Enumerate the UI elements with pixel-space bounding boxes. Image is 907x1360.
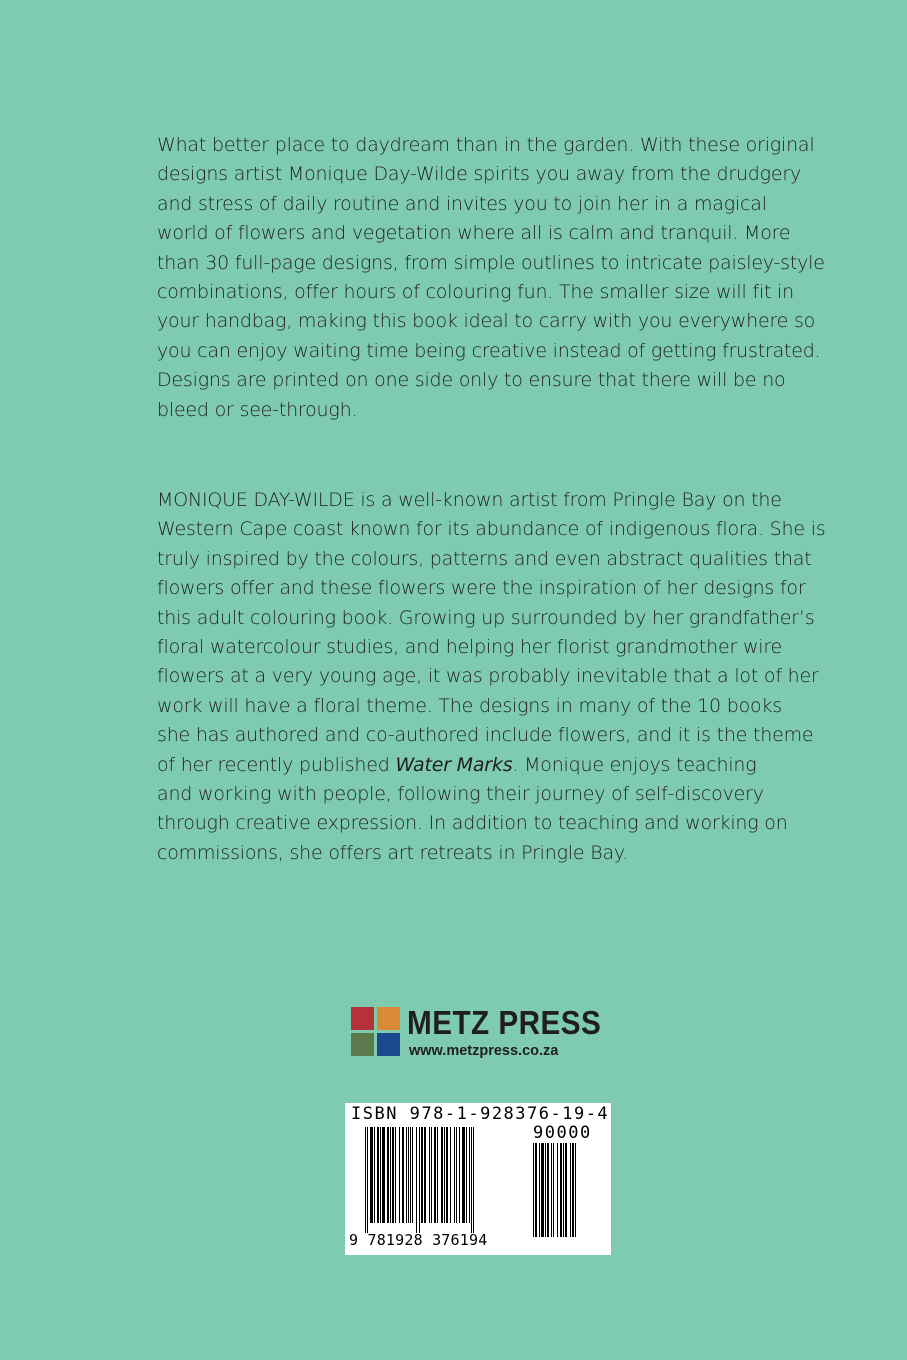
bio-line [157, 751, 817, 780]
barcode-bar [551, 1143, 552, 1237]
barcode-bar [541, 1143, 544, 1237]
barcode-bar [382, 1127, 385, 1223]
ean-digits: 9 781928 376194 [349, 1231, 488, 1249]
barcode-bar [547, 1143, 549, 1237]
barcode-bar [535, 1143, 537, 1237]
barcode-bar [431, 1127, 432, 1223]
barcode-bar [473, 1127, 474, 1233]
blurb-line: Designs are printed on one side only to ensure that there will be no [157, 369, 786, 392]
blurb-paragraph [157, 131, 825, 425]
bio-line: work will have a floral theme. The designs in many of the 10 books [157, 694, 782, 717]
barcode-bar [560, 1143, 562, 1237]
barcode-bar [434, 1127, 436, 1223]
barcode-bar [402, 1127, 404, 1223]
bio-line-text: of her recently published [157, 753, 396, 776]
bio-line: truly inspired by the colours, patterns and even abstract qualities that [157, 547, 812, 570]
barcode-bar [459, 1127, 460, 1223]
blurb-line: your handbag, making this book ideal to carry with you everywhere so [157, 310, 816, 333]
barcode-bar [365, 1127, 366, 1233]
logo-square-green [351, 1033, 374, 1056]
blurb-line: you can enjoy waiting time being creative instead of getting frustrated. [157, 339, 821, 362]
barcode-bar [575, 1143, 576, 1237]
barcode-bar [419, 1127, 420, 1233]
barcode-bar [456, 1127, 457, 1223]
bio-line: Western Cape coast known for its abundance of indigenous flora. She is [157, 518, 826, 541]
publisher-url: www.metzpress.co.za [409, 1043, 559, 1059]
barcode-bar [462, 1127, 465, 1223]
bio-line: floral watercolour studies, and helping her florist grandmother wire [157, 636, 783, 659]
bio-line: MONIQUE DAY-WILDE is a well-known artist from Pringle Bay on the [157, 489, 782, 511]
barcode-bar [399, 1127, 400, 1223]
barcode-bar [446, 1127, 448, 1223]
barcode-bar [466, 1127, 467, 1223]
barcode-bar [437, 1127, 438, 1223]
ean13-bars [365, 1127, 515, 1233]
barcode-bar [469, 1127, 470, 1223]
barcode-bar [444, 1127, 445, 1223]
barcode-bar [416, 1127, 417, 1233]
barcode-bar [553, 1143, 554, 1237]
barcode-bar [572, 1143, 574, 1237]
addon-bars [533, 1143, 603, 1247]
isbn-barcode [345, 1103, 611, 1255]
blurb-line: combinations, offer hours of colouring fun. The smaller size will fit in [157, 281, 794, 304]
barcode-bar [471, 1127, 472, 1233]
bio-line: through creative expression. In addition to teaching and working on [157, 812, 788, 835]
barcode-bar [412, 1127, 413, 1223]
bio-line: this adult colouring book. Growing up surrounded by her grandfather’s [157, 606, 815, 629]
barcode-bar [367, 1127, 368, 1233]
barcode-bar [370, 1127, 373, 1223]
blurb-line: and stress of daily routine and invites you to join her in a magical [157, 192, 767, 215]
barcode-bar [392, 1127, 394, 1223]
logo-square-orange [377, 1007, 400, 1030]
barcode-bar [421, 1127, 423, 1223]
barcode-bar [390, 1127, 391, 1223]
barcode-svg [365, 1127, 515, 1233]
barcode-bar [406, 1127, 407, 1223]
barcode-bar [429, 1127, 430, 1223]
blurb-line: What better place to daydream than in the garden. With these original [157, 134, 815, 156]
bio-line: she has authored and co-authored include flowers, and it is the theme [157, 724, 814, 747]
bio-line: flowers at a very young age, it was probably inevitable that a lot of her [157, 665, 819, 688]
barcode-bar [408, 1127, 409, 1223]
blurb-line: than 30 full-page designs, from simple outlines to intricate paisley-style [157, 251, 825, 274]
bio-line-text: . Monique enjoys teaching [512, 753, 757, 776]
blurb-line: world of flowers and vegetation where all is calm and tranquil. More [157, 222, 791, 245]
barcode-bar [380, 1127, 381, 1223]
barcode-bar [410, 1127, 411, 1223]
book-title-water-marks: Water Marks [395, 753, 513, 776]
barcode-bar [387, 1127, 389, 1223]
barcode-bar [533, 1143, 534, 1237]
barcode-bar [539, 1143, 540, 1237]
barcode-svg [533, 1143, 603, 1247]
barcode-bar [565, 1143, 567, 1237]
price-addon-label: 90000 [533, 1123, 592, 1143]
bio-line: and working with people, following their journey of self-discovery [157, 783, 764, 806]
author-bio-paragraph [157, 486, 826, 868]
publisher-name: METZ PRESS [407, 1004, 602, 1041]
barcode-bar [454, 1127, 455, 1223]
isbn-label: ISBN 978-1-928376-19-4 [351, 1104, 610, 1124]
bio-line: flowers offer and these flowers were the inspiration of her designs for [157, 577, 806, 600]
blurb-line: bleed or see-through. [157, 398, 358, 421]
bio-line: commissions, she offers art retreats in Pringle Bay. [157, 841, 629, 864]
logo-square-red [351, 1007, 374, 1030]
publisher-logo [351, 1004, 621, 1063]
barcode-bar [557, 1143, 558, 1237]
barcode-bar [563, 1143, 564, 1237]
logo-square-blue [377, 1033, 400, 1056]
barcode-bar [441, 1127, 443, 1223]
barcode-bar [424, 1127, 426, 1223]
barcode-bar [450, 1127, 451, 1223]
barcode-bar [545, 1143, 546, 1237]
barcode-bar [377, 1127, 379, 1223]
barcode-bar [395, 1127, 396, 1223]
barcode-bar [570, 1143, 571, 1237]
blurb-line: designs artist Monique Day-Wilde spirits you away from the drudgery [157, 163, 802, 186]
barcode-bar [374, 1127, 375, 1223]
